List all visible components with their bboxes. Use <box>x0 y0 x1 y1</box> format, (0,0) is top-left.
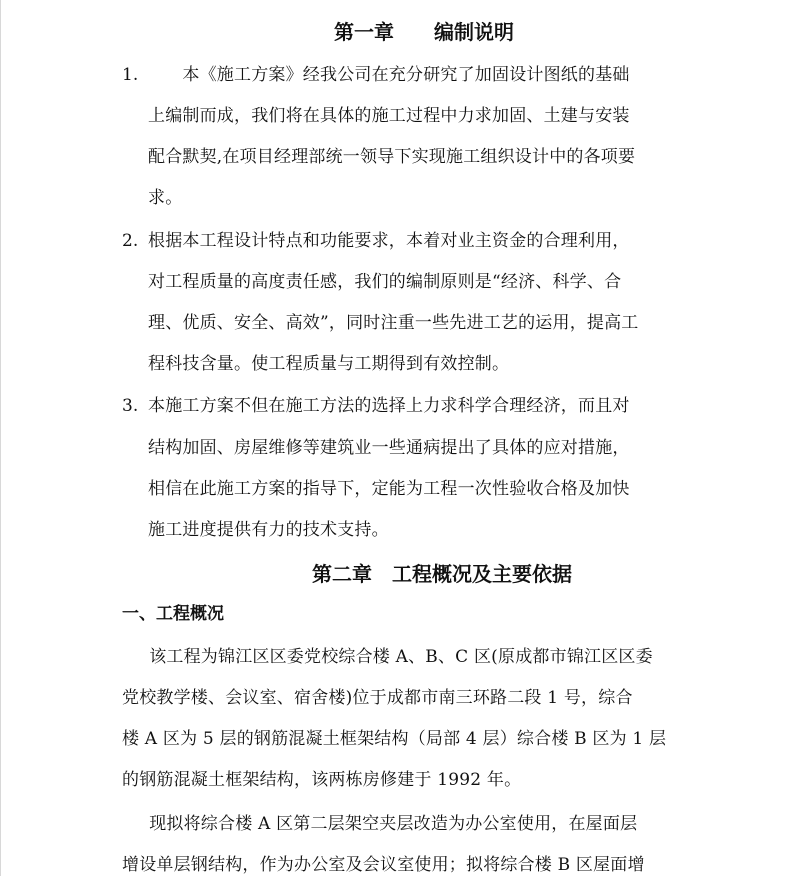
item-3-line-3: 相信在此施工方案的指导下，定能为工程一次性验收合格及加快 <box>148 479 630 499</box>
item-3-number: 3. <box>122 396 139 416</box>
paragraph-2-line-1: 现拟将综合楼 A 区第二层架空夹层改造为办公室使用，在屋面层 <box>132 814 638 834</box>
paragraph-1-line-3: 楼 A 区为 5 层的钢筋混凝土框架结构（局部 4 层）综合楼 B 区为 1 层 <box>122 729 667 749</box>
paragraph-1-line-2: 党校教学楼、会议室、宿舍楼)位于成都市南三环路二段 1 号，综合 <box>122 688 633 708</box>
item-2-line-1: 根据本工程设计特点和功能要求，本着对业主资金的合理利用， <box>148 231 630 251</box>
item-1-line-2: 上编制而成，我们将在具体的施工过程中力求加固、土建与安装 <box>148 106 630 126</box>
item-2-line-2: 对工程质量的高度责任感，我们的编制原则是“经济、科学、合 <box>148 272 622 292</box>
item-2-line-3: 理、优质、安全、高效”，同时注重一些先进工艺的运用，提高工 <box>148 313 639 333</box>
item-1-number: 1. <box>122 65 139 85</box>
item-3-line-2: 结构加固、房屋维修等建筑业一些通病提出了具体的应对措施， <box>148 438 630 458</box>
paragraph-2-line-2: 增设单层钢结构，作为办公室及会议室使用；拟将综合楼 B 区屋面增 <box>122 855 645 875</box>
paragraph-1-line-1: 该工程为锦江区区委党校综合楼 A、B、C 区(原成都市锦江区区委 <box>132 647 653 667</box>
item-3-line-1: 本施工方案不但在施工方法的选择上力求科学合理经济，而且对 <box>148 396 630 416</box>
item-2-number: 2. <box>122 231 139 251</box>
chapter-1-title: 第一章 编制说明 <box>334 20 514 44</box>
chapter-2-title: 第二章 工程概况及主要依据 <box>312 562 572 586</box>
item-1-line-4: 求。 <box>148 188 183 208</box>
item-2-line-4: 程科技含量。使工程质量与工期得到有效控制。 <box>148 354 510 374</box>
paragraph-1-line-4: 的钢筋混凝土框架结构，该两栋房修建于 1992 年。 <box>122 770 522 790</box>
item-3-line-4: 施工进度提供有力的技术支持。 <box>148 520 389 540</box>
item-1-line-1: 本《施工方案》经我公司在充分研究了加固设计图纸的基础 <box>148 65 630 85</box>
item-1-line-3: 配合默契,在项目经理部统一领导下实现施工组织设计中的各项要 <box>148 147 636 167</box>
page-edge-rule <box>0 0 1 876</box>
section-1-heading: 一、工程概况 <box>122 604 224 624</box>
